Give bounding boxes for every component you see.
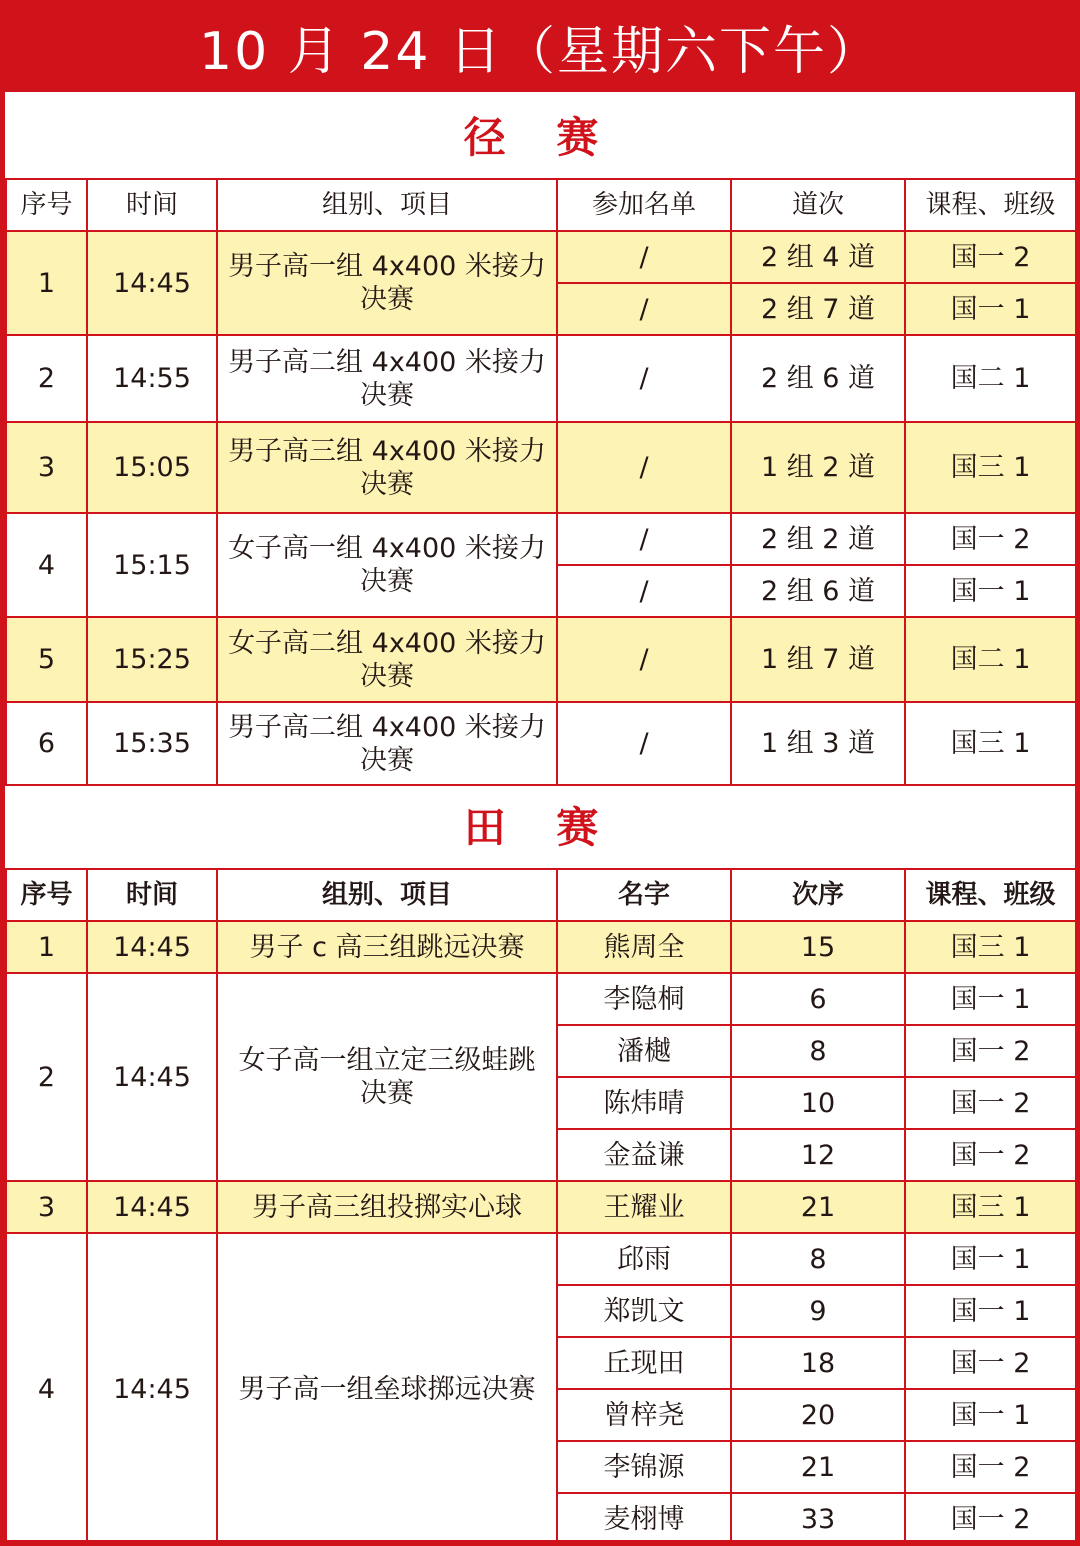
entry-name: 李锦源 [557,1441,731,1493]
entry-list: / [557,565,731,617]
entry-cls: 国一 2 [905,1129,1076,1181]
entry-lane: 2 组 6 道 [731,335,905,422]
row-number: 2 [6,335,87,422]
field-heading: 田 赛 [463,803,617,852]
entry-list: / [557,335,731,422]
entry-cls: 国一 1 [905,565,1076,617]
entry-cls: 国一 2 [905,1025,1076,1077]
table-row [6,1181,1076,1233]
column-header: 时间 [87,179,217,231]
entry-cls: 国一 2 [905,1493,1076,1545]
column-header: 参加名单 [557,179,731,231]
row-number: 5 [6,617,87,702]
entry-list: / [557,231,731,283]
row-event: 男子高一组垒球掷远决赛 [217,1233,557,1545]
entry-order: 9 [731,1285,905,1337]
entry-list: / [557,283,731,335]
entry-name: 邱雨 [557,1233,731,1285]
entry-order: 15 [731,921,905,973]
entry-name: 金益谦 [557,1129,731,1181]
row-event: 女子高一组 4x400 米接力决赛 [217,513,557,617]
row-event: 女子高一组立定三级蛙跳决赛 [217,973,557,1181]
header-row [6,869,1076,921]
row-time: 14:45 [87,1181,217,1233]
entry-cls: 国一 1 [905,1285,1076,1337]
entry-name: 王耀业 [557,1181,731,1233]
row-number: 1 [6,231,87,335]
row-event: 男子高二组 4x400 米接力决赛 [217,335,557,422]
column-header: 序号 [6,179,87,231]
entry-name: 丘现田 [557,1337,731,1389]
page-title: 10 月 24 日（星期六下午） [199,21,881,82]
entry-cls: 国一 1 [905,1233,1076,1285]
track-heading: 径 赛 [463,113,617,162]
entry-order: 18 [731,1337,905,1389]
row-time: 15:35 [87,702,217,785]
entry-cls: 国一 2 [905,231,1076,283]
entry-order: 20 [731,1389,905,1441]
entry-cls: 国三 1 [905,702,1076,785]
table-row [6,513,1076,565]
entry-name: 熊周全 [557,921,731,973]
entry-cls: 国一 2 [905,1337,1076,1389]
row-event: 女子高二组 4x400 米接力决赛 [217,617,557,702]
table-row [6,1233,1076,1285]
entry-cls: 国一 1 [905,1389,1076,1441]
header-row [6,179,1076,231]
table-row [6,617,1076,702]
row-number: 3 [6,422,87,513]
row-number: 4 [6,1233,87,1545]
entry-lane: 2 组 7 道 [731,283,905,335]
column-header: 组别、项目 [217,869,557,921]
table-row [6,921,1076,973]
table-row [6,973,1076,1025]
entry-order: 8 [731,1233,905,1285]
row-event: 男子高一组 4x400 米接力决赛 [217,231,557,335]
entry-order: 21 [731,1181,905,1233]
table-row [6,422,1076,513]
entry-list: / [557,702,731,785]
entry-order: 33 [731,1493,905,1545]
row-time: 14:45 [87,1233,217,1545]
entry-order: 12 [731,1129,905,1181]
entry-name: 陈炜晴 [557,1077,731,1129]
entry-list: / [557,513,731,565]
column-header: 时间 [87,869,217,921]
entry-order: 6 [731,973,905,1025]
entry-lane: 2 组 6 道 [731,565,905,617]
table-row [6,702,1076,785]
entry-cls: 国一 1 [905,283,1076,335]
entry-name: 潘樾 [557,1025,731,1077]
row-event: 男子 c 高三组跳远决赛 [217,921,557,973]
track-table [5,178,1077,786]
entry-cls: 国二 1 [905,335,1076,422]
column-header: 课程、班级 [905,869,1076,921]
table-row [6,231,1076,283]
row-time: 15:05 [87,422,217,513]
column-header: 名字 [557,869,731,921]
entry-lane: 2 组 2 道 [731,513,905,565]
entry-lane: 1 组 7 道 [731,617,905,702]
row-event: 男子高三组 4x400 米接力决赛 [217,422,557,513]
entry-cls: 国三 1 [905,921,1076,973]
entry-cls: 国二 1 [905,617,1076,702]
row-time: 14:45 [87,973,217,1181]
entry-order: 10 [731,1077,905,1129]
entry-name: 麦栩博 [557,1493,731,1545]
column-header: 次序 [731,869,905,921]
entry-lane: 1 组 2 道 [731,422,905,513]
entry-cls: 国一 2 [905,513,1076,565]
entry-list: / [557,617,731,702]
row-number: 2 [6,973,87,1181]
row-number: 3 [6,1181,87,1233]
row-number: 4 [6,513,87,617]
table-row [6,335,1076,422]
row-time: 15:15 [87,513,217,617]
entry-lane: 1 组 3 道 [731,702,905,785]
column-header: 道次 [731,179,905,231]
row-time: 15:25 [87,617,217,702]
entry-cls: 国三 1 [905,422,1076,513]
entry-name: 郑凯文 [557,1285,731,1337]
entry-order: 21 [731,1441,905,1493]
field-table [5,868,1077,1546]
entry-lane: 2 组 4 道 [731,231,905,283]
entry-name: 李隐桐 [557,973,731,1025]
row-event: 男子高二组 4x400 米接力决赛 [217,702,557,785]
entry-cls: 国三 1 [905,1181,1076,1233]
entry-order: 8 [731,1025,905,1077]
entry-cls: 国一 2 [905,1077,1076,1129]
entry-list: / [557,422,731,513]
row-number: 1 [6,921,87,973]
row-time: 14:45 [87,231,217,335]
column-header: 序号 [6,869,87,921]
column-header: 课程、班级 [905,179,1076,231]
schedule-sheet [5,92,1075,1540]
row-number: 6 [6,702,87,785]
column-header: 组别、项目 [217,179,557,231]
row-time: 14:55 [87,335,217,422]
entry-name: 曾梓尧 [557,1389,731,1441]
entry-cls: 国一 1 [905,973,1076,1025]
row-time: 14:45 [87,921,217,973]
entry-cls: 国一 2 [905,1441,1076,1493]
row-event: 男子高三组投掷实心球 [217,1181,557,1233]
